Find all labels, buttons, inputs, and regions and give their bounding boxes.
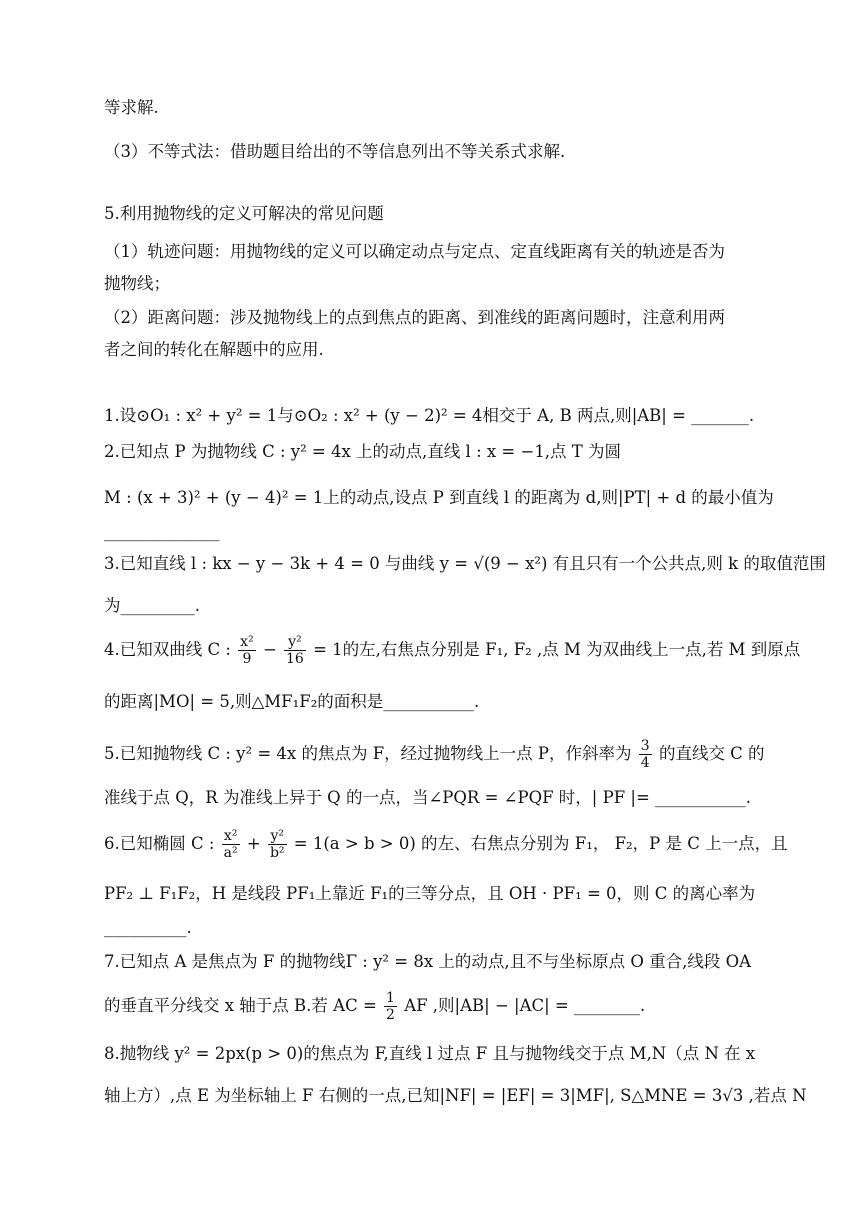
text-line: 者之间的转化在解题中的应用. (104, 340, 324, 359)
question-2-line-1: 2.已知点 P 为抛物线 C : y² = 4x 上的动点,直线 l : x = −1,点 T 为圆 (104, 442, 622, 461)
q4-post: = 1的左,右焦点分别是 F₁, F₂ ,点 M 为双曲线上一点,若 M 到原点 (313, 640, 801, 659)
q7-post: AF ,则|AB| − |AC| = ________. (404, 996, 646, 1015)
answer-blank: ______________ (104, 522, 220, 541)
fraction: $\frac{\text{x²}}{\text{a²}}$ (223, 828, 238, 861)
plus-sign: + (246, 834, 261, 853)
question-7-line-2 (104, 990, 645, 1023)
fraction: $\frac{\text{y²}}{16}$ (286, 634, 304, 667)
question-6-line-1 (104, 828, 788, 861)
q5-pre: 5.已知抛物线 C : y² = 4x 的焦点为 F，经过抛物线上一点 P，作斜率为 (104, 744, 632, 763)
question-8-line-1: 8.抛物线 y² = 2px(p > 0)的焦点为 F,直线 l 过点 F 且与抛物线交于点 M,N（点 N 在 x (104, 1044, 756, 1063)
question-7-line-1: 7.已知点 A 是焦点为 F 的抛物线Γ : y² = 8x 上的动点,且不与坐标原点 O 重合,线段 OA (104, 952, 752, 971)
question-3-line-1: 3.已知直线 l : kx − y − 3k + 4 = 0 与曲线 y = √(9 − x²) 有且只有一个公共点,则 k 的取值范围 (104, 554, 826, 573)
text-line: （1）轨迹问题：用抛物线的定义可以确定动点与定点、定直线距离有关的轨迹是否为 (104, 242, 725, 261)
question-6-line-2: PF₂ ⊥ F₁F₂，H 是线段 PF₁上靠近 F₁的三等分点，且 OH · PF₁ = 0，则 C 的离心率为 (104, 884, 756, 903)
question-3-line-2: 为_________. (104, 596, 200, 615)
q6-pre: 6.已知椭圆 C : (104, 834, 215, 853)
question-1: 1.设⊙O₁ : x² + y² = 1与⊙O₂ : x² + (y − 2)² = 4相交于 A, B 两点,则|AB| = _______. (104, 406, 755, 425)
question-8-line-2: 轴上方）,点 E 为坐标轴上 F 右侧的一点,已知|NF| = |EF| = 3|MF|, S△MNE = 3√3 ,若点 N (104, 1086, 807, 1105)
question-5-line-1 (104, 738, 765, 771)
q4-pre: 4.已知双曲线 C : (104, 640, 231, 659)
text-line: 等求解. (104, 98, 159, 117)
fraction: $\frac{\text{x²}}{9}$ (240, 634, 254, 667)
section-heading: 5.利用抛物线的定义可解决的常见问题 (104, 204, 384, 223)
q6-post: = 1(a > b > 0) 的左、右焦点分别为 F₁， F₂，P 是 C 上一点，且 (293, 834, 788, 853)
fraction: $\frac{\text{y²}}{\text{b²}}$ (269, 828, 285, 861)
fraction: $\frac{1}{2}$ (386, 990, 395, 1023)
text-line: 抛物线； (104, 274, 170, 293)
text-line: （2）距离问题：涉及抛物线上的点到焦点的距离、到准线的距离问题时，注意利用两 (104, 308, 725, 327)
question-4-line-2: 的距离|MO| = 5,则△MF₁F₂的面积是___________. (104, 692, 480, 711)
text-line: （3）不等式法：借助题目给出的不等信息列出不等关系式求解. (104, 142, 566, 161)
fraction: $\frac{3}{4}$ (640, 738, 650, 771)
q5-post: 的直线交 C 的 (658, 744, 765, 763)
question-5-line-2: 准线于点 Q，R 为准线上异于 Q 的一点，当∠PQR = ∠PQF 时，| PF |= ___________. (104, 788, 752, 807)
minus-sign: − (262, 640, 277, 659)
q7-pre: 的垂直平分线交 x 轴于点 B.若 AC = (104, 996, 377, 1015)
question-2-line-2: M : (x + 3)² + (y − 4)² = 1上的动点,设点 P 到直线 l 的距离为 d,则|PT| + d 的最小值为 (104, 488, 774, 507)
answer-blank: __________. (104, 918, 192, 937)
question-4-line-1 (104, 634, 800, 667)
